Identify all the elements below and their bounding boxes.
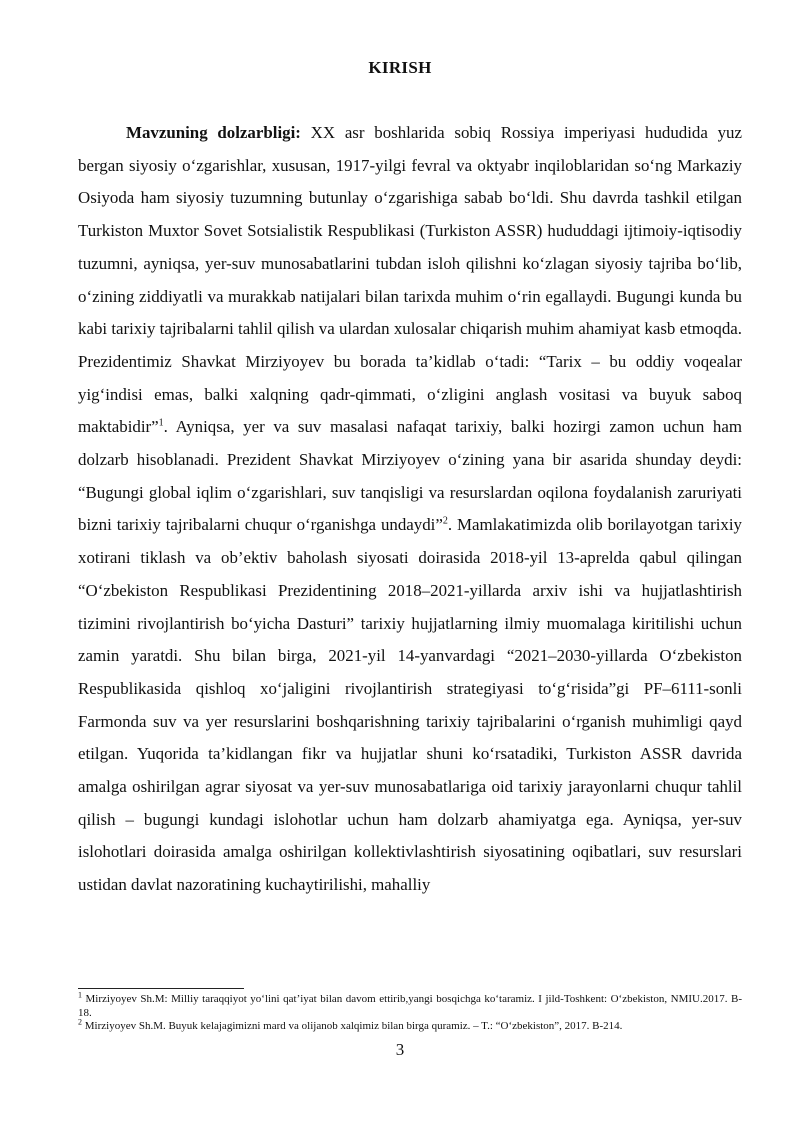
footnote-1 (78, 990, 742, 1020)
footnotes (78, 990, 742, 1034)
body-text-part-2: . Ayniqsa, yer va suv masalasi nafaqat tarixiy, balki hozirgi zamon uchun ham dolzarb hisoblanadi. Prezident Shavkat Mirziyoyev o‘zining yana bir asarida shunday deydi: “Bugungi global iqlim o‘zgarishlari, suv tanqisligi va resurslardan oqilona foydalanish zaruriyati bizni tarixiy tajribalarni chuqur o‘rganishga undaydi” (78, 417, 742, 535)
footnote-ref-1[interactable]: 1 (158, 417, 164, 429)
footnote-text-1: Mirziyoyev Sh.M: Milliy taraqqiyot yo‘lini qat’iyat bilan davom ettirib,yangi bosqichga ko‘taramiz. I jild-Toshkent: O‘zbekiston, NMIU.2017. B-18. (78, 993, 742, 1019)
footnote-text-2: Mirziyoyev Sh.M. Buyuk kelajagimizni mard va olijanob xalqimiz bilan birga quramiz. – T.: “O‘zbekiston”, 2017. B-214. (82, 1020, 623, 1033)
footnote-mark-1: 1 (78, 990, 82, 1000)
footnote-mark-2: 2 (78, 1017, 82, 1027)
paragraph-lead: Mavzuning dolzarbligi: (126, 123, 301, 142)
body-text-part-1: XX asr boshlarida sobiq Rossiya imperiyasi hududida yuz bergan siyosiy o‘zgarishlar, xususan, 1917-yilgi fevral va oktyabr inqiloblaridan so‘ng Markaziy Osiyoda ham siyosiy tuzumning butunlay o‘zgarishiga sabab bo‘ldi. Shu davrda tashkil etilgan Turkiston Muxtor Sovet Sotsialistik Respublikasi (Turkiston ASSR) hududdagi ijtimoiy-iqtisodiy tuzumni, ayniqsa, yer-suv munosabatlarini tubdan isloh qilishni ko‘zlagan siyosiy tajriba bo‘lib, o‘zining ziddiyatli va murakkab natijalari bilan tarixda muhim o‘rin egallaydi. Bugungi kunda bu kabi tarixiy tajribalarni tahlil qilish va ulardan xulosalar chiqarish muhim ahamiyat kasb etmoqda. Prezidentimiz Shavkat Mirziyoyev bu borada ta’kidlab o‘tadi: “Tarix – bu oddiy voqealar yig‘indisi emas, balki xalqning qadr-qimmati, o‘zligini anglash vositasi va buyuk saboq maktabidir” (78, 123, 743, 437)
footnote-2 (78, 1017, 742, 1034)
page-number: 3 (395, 1040, 405, 1059)
body-text-part-3: . Mamlakatimizda olib borilayotgan tarixiy xotirani tiklash va ob’ektiv baholash siyosati doirasida 2018-yil 13-aprelda qabul qilingan “O‘zbekiston Respublikasi Prezidentining 2018–2021-yillarda arxiv ishi va hujjatlashtirish tizimini rivojlantirish bo‘yicha Dasturi” tarixiy hujjatlarning ilmiy muomalaga kiritilishi uchun zamin yaratdi. Shu bilan birga, 2021-yil 14-yanvardagi “2021–2030-yillarda O‘zbekiston Respublikasida qishloq xo‘jaligini rivojlantirish strategiyasi to‘g‘risida”gi PF–6111-sonli Farmonda suv va yer resurslarini boshqarishning tarixiy tajribalarini o‘rganish muhimligi qayd etilgan. Yuqorida ta’kidlangan fikr va hujjatlar shuni ko‘rsatadiki, Turkiston ASSR davrida amalga oshirilgan agrar siyosat va yer-suv munosabatlariga oid tarixiy jarayonlarni chuqur tahlil qilish – bugungi kundagi islohotlar uchun ham dolzarb ahamiyatga ega. Ayniqsa, yer-suv islohotlari doirasida amalga oshirilgan kollektivlashtirish siyosatining oqibatlari, suv resurslari ustidan davlat nazoratining kuchaytirilishi, mahalliy (78, 515, 742, 895)
footnote-ref-2[interactable]: 2 (442, 515, 448, 527)
footnote-separator (78, 988, 244, 989)
body-paragraph (78, 117, 742, 902)
section-title: KIRISH (368, 58, 432, 77)
